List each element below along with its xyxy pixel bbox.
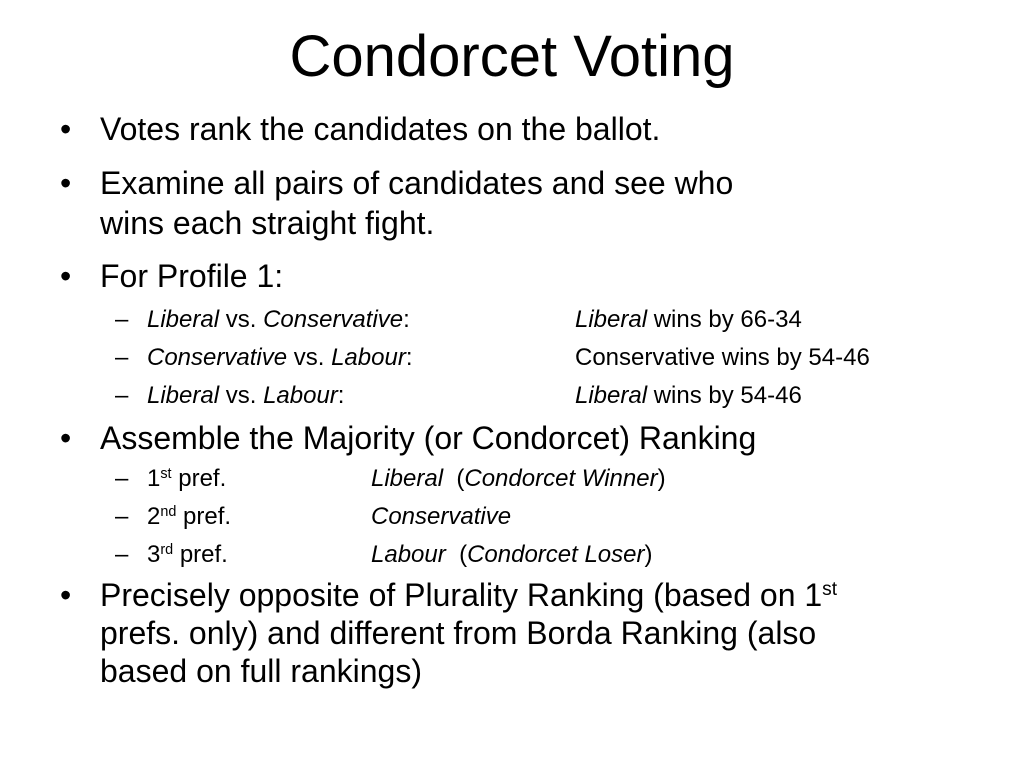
rank-number: 1 xyxy=(147,465,161,492)
bullet-text: Votes rank the candidates on the ballot. xyxy=(100,111,661,147)
candidate-a: Conservative xyxy=(147,344,288,371)
bullet-glyph: • xyxy=(60,258,72,294)
candidate-b: Conservative xyxy=(263,306,404,333)
rank-party: Labour xyxy=(371,541,446,568)
bullet-item xyxy=(60,419,757,457)
pair-result: wins by 54-46 xyxy=(647,382,802,409)
dash-glyph: – xyxy=(115,306,129,333)
rank-pref: pref. xyxy=(173,541,228,568)
rank-open-paren: ( xyxy=(445,541,468,568)
pair-colon: : xyxy=(405,344,413,371)
bullet-text-continuation xyxy=(100,204,434,242)
bullet-glyph: • xyxy=(60,111,72,147)
ordinal-superscript: st xyxy=(822,579,838,601)
dash-glyph: – xyxy=(115,382,129,409)
bullet-text-continuation xyxy=(100,652,422,690)
rank-pref: pref. xyxy=(171,465,227,492)
dash-glyph: – xyxy=(115,503,129,530)
rank-close-paren: ) xyxy=(644,541,653,568)
versus-text: vs. xyxy=(287,344,332,371)
bullet-item xyxy=(60,576,838,614)
bullet-text: For Profile 1: xyxy=(100,258,284,294)
candidate-b: Labour xyxy=(263,382,338,409)
slide-title: Condorcet Voting xyxy=(289,24,735,89)
pair-colon: : xyxy=(403,306,410,333)
bullet-glyph: • xyxy=(60,577,72,613)
bullet-item xyxy=(60,164,734,202)
bullet-text-continuation xyxy=(100,614,816,652)
pair-winner: Liberal xyxy=(575,306,648,333)
bullet-glyph: • xyxy=(60,165,72,201)
rank-number: 3 xyxy=(147,541,161,568)
rank-note: Condorcet Loser xyxy=(467,541,645,568)
dash-glyph: – xyxy=(115,344,129,371)
bullet-text: prefs. only) and different from Borda Ranking (also xyxy=(100,615,817,651)
dash-glyph: – xyxy=(115,465,129,492)
versus-text: vs. xyxy=(219,306,264,333)
rank-ordinal: st xyxy=(160,466,172,483)
dash-glyph: – xyxy=(115,541,129,568)
bullet-text: wins each straight fight. xyxy=(100,205,435,241)
bullet-item xyxy=(60,257,284,295)
bullet-text: based on full rankings) xyxy=(100,653,422,689)
bullet-text: Precisely opposite of Plurality Ranking (based on 1 xyxy=(100,577,823,613)
pair-colon: : xyxy=(337,382,345,409)
rank-party: Liberal xyxy=(371,465,444,492)
rank-close-paren: ) xyxy=(657,465,666,492)
rank-ordinal: nd xyxy=(160,504,177,521)
bullet-text: Examine all pairs of candidates and see who xyxy=(100,165,734,201)
candidate-a: Liberal xyxy=(147,306,220,333)
rank-open-paren: ( xyxy=(443,465,465,492)
versus-text: vs. xyxy=(219,382,264,409)
rank-number: 2 xyxy=(147,503,161,530)
pair-winner: Liberal xyxy=(575,382,648,409)
pair-result: Conservative wins by 54-46 xyxy=(575,344,870,371)
candidate-b: Labour xyxy=(331,344,406,371)
pair-result: wins by 66-34 xyxy=(647,306,802,333)
rank-ordinal: rd xyxy=(160,542,174,559)
rank-pref: pref. xyxy=(176,503,232,530)
candidate-a: Liberal xyxy=(147,382,220,409)
bullet-glyph: • xyxy=(60,420,72,456)
bullet-text: Assemble the Majority (or Condorcet) Ranking xyxy=(100,420,757,456)
rank-party: Conservative xyxy=(371,503,512,530)
bullet-item xyxy=(60,110,661,148)
rank-note: Condorcet Winner xyxy=(464,465,658,492)
